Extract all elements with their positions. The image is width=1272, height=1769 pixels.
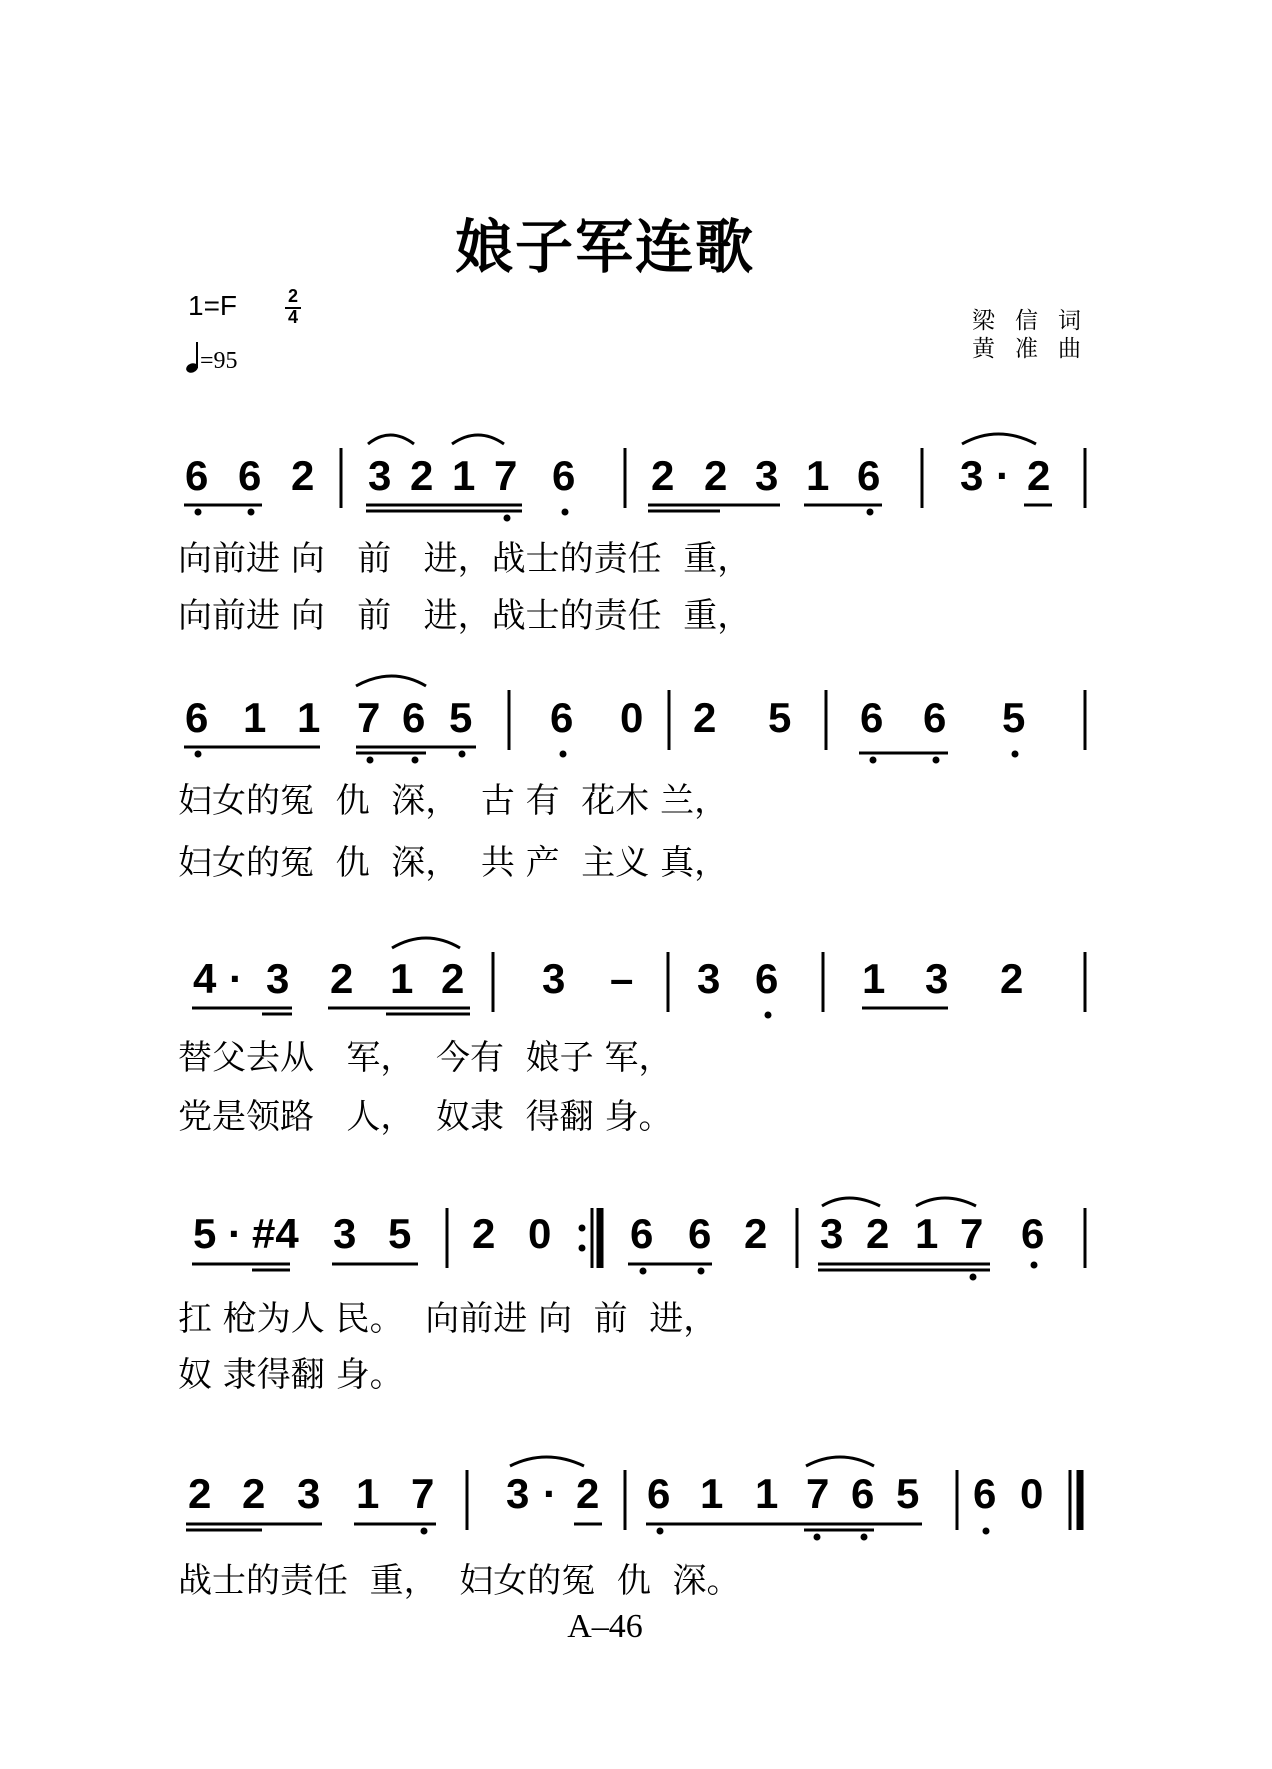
note: 1 xyxy=(806,452,830,499)
note: 3 xyxy=(506,1470,530,1517)
low-octave-dot xyxy=(1012,751,1019,758)
note: 6 xyxy=(550,694,574,741)
time-signature-bottom: 4 xyxy=(287,307,298,327)
note: 7 xyxy=(357,694,381,741)
low-octave-dot xyxy=(698,1268,705,1275)
lyric-line-1: 向前进 向 前 进，战士的责任 重， xyxy=(178,539,752,579)
lyric-line-1: 妇女的冤 仇 深， 古 有 花木 兰， xyxy=(178,781,729,821)
note: 5 xyxy=(896,1470,920,1517)
note: 2 xyxy=(866,1210,890,1257)
low-octave-dot xyxy=(367,757,374,764)
note: 7 xyxy=(806,1470,830,1517)
composer-credit: 黄准曲 xyxy=(972,336,1101,362)
note: 1 xyxy=(356,1470,380,1517)
note: 5 xyxy=(1002,694,1026,741)
note: 3 xyxy=(925,955,949,1002)
note: 3 xyxy=(755,452,779,499)
note: 1 xyxy=(755,1470,779,1517)
slur xyxy=(368,435,414,444)
song-title: 娘子军连歌 xyxy=(454,213,755,281)
note: 1 xyxy=(915,1210,939,1257)
slur xyxy=(962,434,1036,444)
low-octave-dot xyxy=(640,1268,647,1275)
note: 6 xyxy=(402,694,426,741)
lyric-line-1: 战士的责任 重， 妇女的冤 仇 深。 xyxy=(178,1561,741,1601)
note: 1 xyxy=(297,694,321,741)
note: · xyxy=(543,1470,557,1517)
slur xyxy=(822,1198,880,1206)
note: 2 xyxy=(410,452,434,499)
note: 2 xyxy=(472,1210,496,1257)
note: · xyxy=(229,955,243,1002)
note: 6 xyxy=(185,452,209,499)
repeat-dot xyxy=(579,1225,586,1232)
note: #4 xyxy=(252,1210,299,1257)
low-octave-dot xyxy=(983,1528,990,1535)
note: 1 xyxy=(243,694,267,741)
repeat-dot xyxy=(579,1245,586,1252)
note: 0 xyxy=(528,1210,552,1257)
low-octave-dot xyxy=(195,751,202,758)
lyric-line-2: 妇女的冤 仇 深， 共 产 主义 真， xyxy=(178,843,729,883)
low-octave-dot xyxy=(412,757,419,764)
note: 2 xyxy=(576,1470,600,1517)
lyric-line-2: 党是领路 人， 奴隶 得翻 身。 xyxy=(178,1097,673,1137)
slur xyxy=(356,676,426,686)
lyric-line-1: 替父去从 军， 今有 娘子 军， xyxy=(178,1038,673,1078)
note: – xyxy=(610,955,634,1002)
note: 5 xyxy=(388,1210,412,1257)
note: 5 xyxy=(449,694,473,741)
note: 5 xyxy=(768,694,792,741)
note: 6 xyxy=(1021,1210,1045,1257)
note: 4 xyxy=(193,955,217,1002)
note: 0 xyxy=(1020,1470,1044,1517)
note: 3 xyxy=(368,452,392,499)
note: 6 xyxy=(860,694,884,741)
note: 3 xyxy=(297,1470,321,1517)
slur xyxy=(510,1457,584,1466)
low-octave-dot xyxy=(459,751,466,758)
note: 6 xyxy=(238,452,262,499)
note: 7 xyxy=(411,1470,435,1517)
low-octave-dot xyxy=(657,1528,664,1535)
low-octave-dot xyxy=(421,1528,428,1535)
note: 2 xyxy=(1027,452,1051,499)
low-octave-dot xyxy=(248,509,255,516)
low-octave-dot xyxy=(861,1534,868,1541)
note: 2 xyxy=(1000,955,1024,1002)
low-octave-dot xyxy=(814,1534,821,1541)
note: 6 xyxy=(552,452,576,499)
note: 6 xyxy=(973,1470,997,1517)
note: 2 xyxy=(704,452,728,499)
note: 5 xyxy=(193,1210,217,1257)
note: · xyxy=(228,1210,242,1257)
note: 1 xyxy=(390,955,414,1002)
note: 6 xyxy=(185,694,209,741)
note: 2 xyxy=(291,452,315,499)
lyric-line-1: 扛 枪为人 民。 向前进 向 前 进， xyxy=(178,1299,718,1339)
note: 6 xyxy=(923,694,947,741)
note: 7 xyxy=(494,452,518,499)
note: 2 xyxy=(441,955,465,1002)
lyric-line-2: 奴 隶得翻 身。 xyxy=(178,1355,404,1395)
note: 1 xyxy=(452,452,476,499)
low-octave-dot xyxy=(504,515,511,522)
low-octave-dot xyxy=(765,1012,772,1019)
note: 7 xyxy=(960,1210,984,1257)
note: 3 xyxy=(820,1210,844,1257)
note: 6 xyxy=(851,1470,875,1517)
low-octave-dot xyxy=(562,509,569,516)
low-octave-dot xyxy=(867,509,874,516)
note: 3 xyxy=(697,955,721,1002)
slur xyxy=(452,435,504,444)
key-label: 1=F xyxy=(188,290,238,321)
low-octave-dot xyxy=(870,757,877,764)
note: 2 xyxy=(188,1470,212,1517)
lyricist-credit: 梁信词 xyxy=(972,308,1101,334)
page-number: A–46 xyxy=(567,1608,643,1645)
note: 2 xyxy=(744,1210,768,1257)
note: 3 xyxy=(542,955,566,1002)
note: 6 xyxy=(688,1210,712,1257)
note: 2 xyxy=(330,955,354,1002)
note: 2 xyxy=(693,694,717,741)
slur xyxy=(806,1457,874,1466)
note: 2 xyxy=(242,1470,266,1517)
slur xyxy=(392,938,460,948)
note: 6 xyxy=(630,1210,654,1257)
note: 6 xyxy=(857,452,881,499)
note: 3 xyxy=(333,1210,357,1257)
low-octave-dot xyxy=(1031,1262,1038,1269)
note: 1 xyxy=(862,955,886,1002)
note: 3 xyxy=(266,955,290,1002)
low-octave-dot xyxy=(933,757,940,764)
low-octave-dot xyxy=(560,751,567,758)
note: · xyxy=(996,452,1010,499)
note: 6 xyxy=(755,955,779,1002)
note: 3 xyxy=(960,452,984,499)
low-octave-dot xyxy=(195,509,202,516)
time-signature-top: 2 xyxy=(287,286,298,306)
note: 6 xyxy=(647,1470,671,1517)
low-octave-dot xyxy=(970,1274,977,1281)
slur xyxy=(916,1198,976,1206)
lyric-line-2: 向前进 向 前 进，战士的责任 重， xyxy=(178,596,752,636)
note: 2 xyxy=(651,452,675,499)
tempo-value: =95 xyxy=(200,348,238,374)
note: 1 xyxy=(700,1470,724,1517)
note: 0 xyxy=(620,694,644,741)
